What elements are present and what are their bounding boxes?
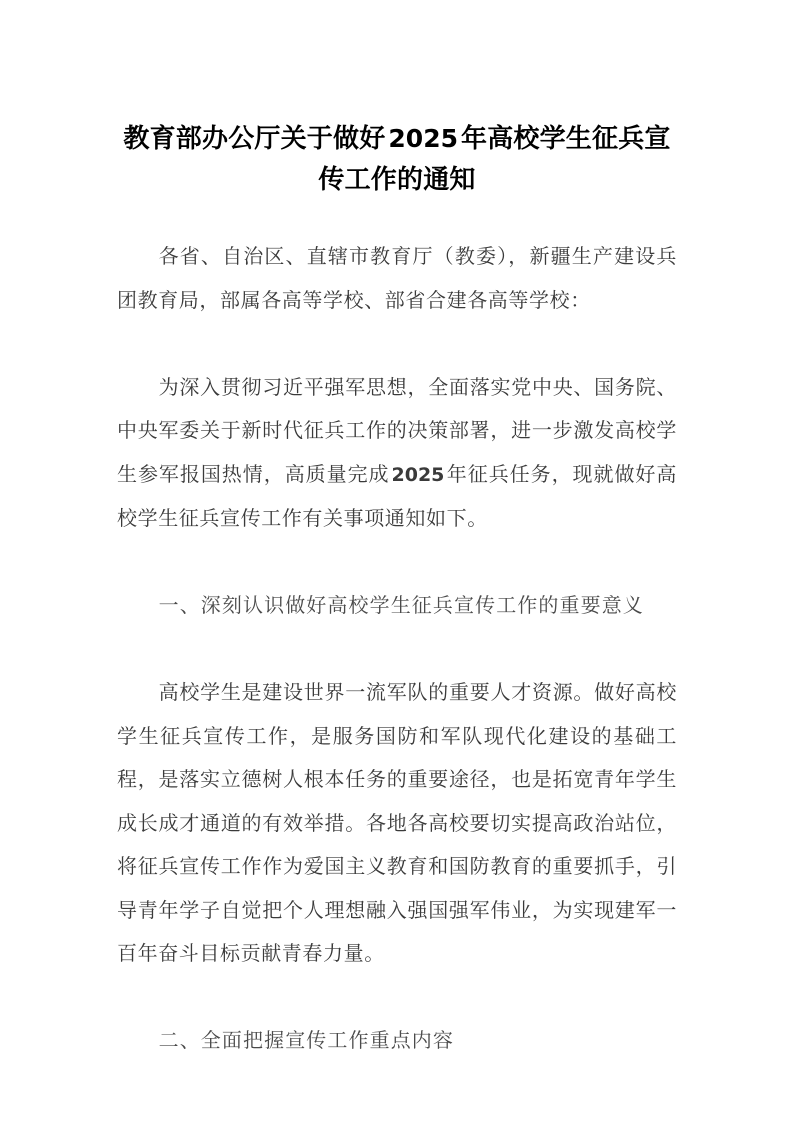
preamble-text-after-year: 年征兵任务，现就做好高校学生征兵宣传工作有关事项通知如下。 — [117, 461, 677, 530]
page-title-text-after-year: 年高校学生征兵宣传工作的通知 — [318, 124, 671, 195]
preamble-paragraph — [117, 366, 677, 541]
page-title — [117, 0, 677, 201]
paragraph-spacer-2 — [117, 541, 677, 585]
page-title-year: 2025 — [388, 124, 458, 153]
section-heading-1: 一、深刻认识做好高校学生征兵宣传工作的重要意义 — [158, 593, 644, 617]
paragraph-spacer-3 — [117, 628, 677, 672]
document-body — [117, 0, 677, 1063]
paragraph-spacer-1 — [117, 322, 677, 366]
preamble-year: 2025 — [391, 463, 445, 486]
section-body-1: 高校学生是建设世界一流军队的重要人才资源。做好高校学生征兵宣传工作，是服务国防和军队现代化建设的基础工程，是落实立德树人根本任务的重要途径，也是拓宽青年学生成长成才通道的有效举措。各地各高校要切实提高政治站位，将征兵宣传工作作为爱国主义教育和国防教育的重要抓手，引导青年学子自觉把个人理想融入强国强军伟业，为实现建军一百年奋斗目标贡献青春力量。 — [117, 680, 677, 965]
salutation-paragraph: 各省、自治区、直辖市教育厅（教委），新疆生产建设兵团教育局，部属各高等学校、部省合建各高等学校： — [117, 244, 677, 312]
page-title-text-before-year: 教育部办公厅关于做好 — [123, 124, 386, 154]
section-heading-2: 二、全面把握宣传工作重点内容 — [158, 1028, 454, 1052]
paragraph-spacer-4 — [117, 976, 677, 1020]
preamble-text-before-year: 为深入贯彻习近平强军思想，全面落实党中央、国务院、中央军委关于新时代征兵工作的决策部署，进一步激发高校学生参军报国热情，高质量完成 — [117, 374, 677, 486]
title-spacer — [117, 201, 677, 235]
